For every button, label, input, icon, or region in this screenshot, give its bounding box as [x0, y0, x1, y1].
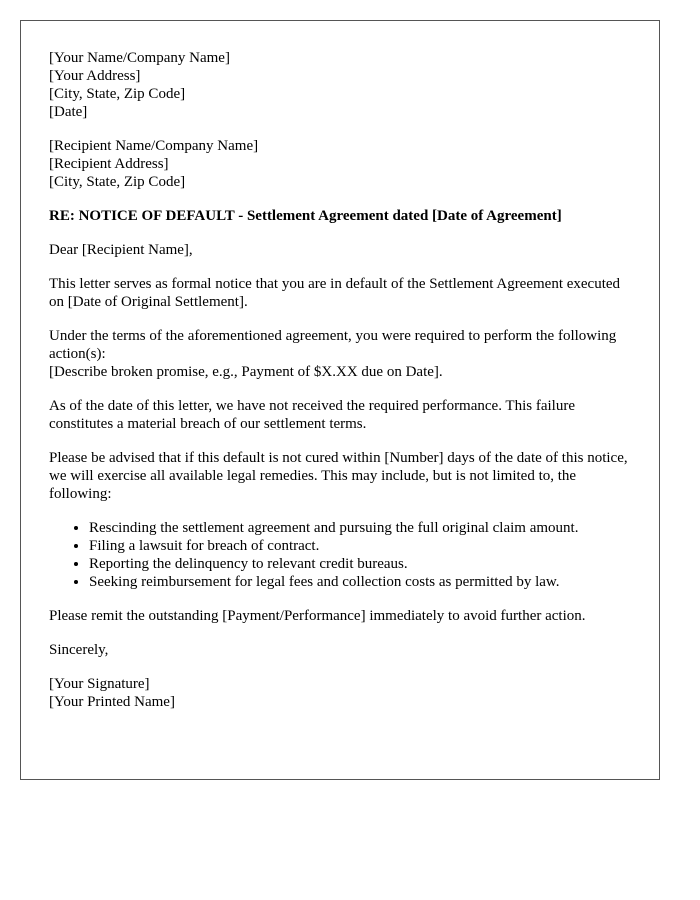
paragraph-notice: This letter serves as formal notice that you are in default of the Settlement Agreement executed on [Date of Original Settlement]. — [49, 276, 621, 310]
required-action-intro: Under the terms of the aforementioned agreement, you were required to perform the following action(s): — [49, 328, 617, 362]
recipient-city-state-zip: [City, State, Zip Code] — [49, 174, 186, 190]
paragraph-remedies-intro: Please be advised that if this default is not cured within [Number] days of the date of this notice, we will exercise all available legal remedies. This may include, but is not limited to, the following: — [49, 450, 628, 502]
list-item: • Seeking reimbursement for legal fees and collection costs as permitted by law. — [89, 573, 631, 591]
recipient-name: [Recipient Name/Company Name] — [49, 138, 259, 154]
paragraph-required-action — [49, 327, 631, 381]
recipient-address: [Recipient Address] — [49, 156, 169, 172]
list-item: • Reporting the delinquency to relevant credit bureaus. — [89, 555, 631, 573]
printed-name: [Your Printed Name] — [49, 694, 175, 710]
sender-city-state-zip: [City, State, Zip Code] — [49, 86, 186, 102]
paragraph-breach: As of the date of this letter, we have not received the required performance. This failure constitutes a material breach of our settlement terms. — [49, 398, 575, 432]
sender-address: [Your Address] — [49, 68, 141, 84]
list-item: • Rescinding the settlement agreement and pursuing the full original claim amount. — [89, 519, 631, 537]
letter-page — [20, 20, 660, 780]
signature-placeholder: [Your Signature] — [49, 676, 150, 692]
recipient-block — [49, 137, 631, 191]
letter-date: [Date] — [49, 104, 88, 120]
subject-line: RE: NOTICE OF DEFAULT - Settlement Agreement dated [Date of Agreement] — [49, 208, 562, 224]
required-action-detail: [Describe broken promise, e.g., Payment of $X.XX due on Date]. — [49, 364, 443, 380]
remedies-list — [49, 519, 631, 591]
signature-block — [49, 675, 631, 711]
list-item: • Filing a lawsuit for breach of contract. — [89, 537, 631, 555]
paragraph-remit: Please remit the outstanding [Payment/Performance] immediately to avoid further action. — [49, 608, 586, 624]
sender-block — [49, 49, 631, 121]
closing: Sincerely, — [49, 642, 109, 658]
sender-name: [Your Name/Company Name] — [49, 50, 230, 66]
salutation: Dear [Recipient Name], — [49, 242, 193, 258]
